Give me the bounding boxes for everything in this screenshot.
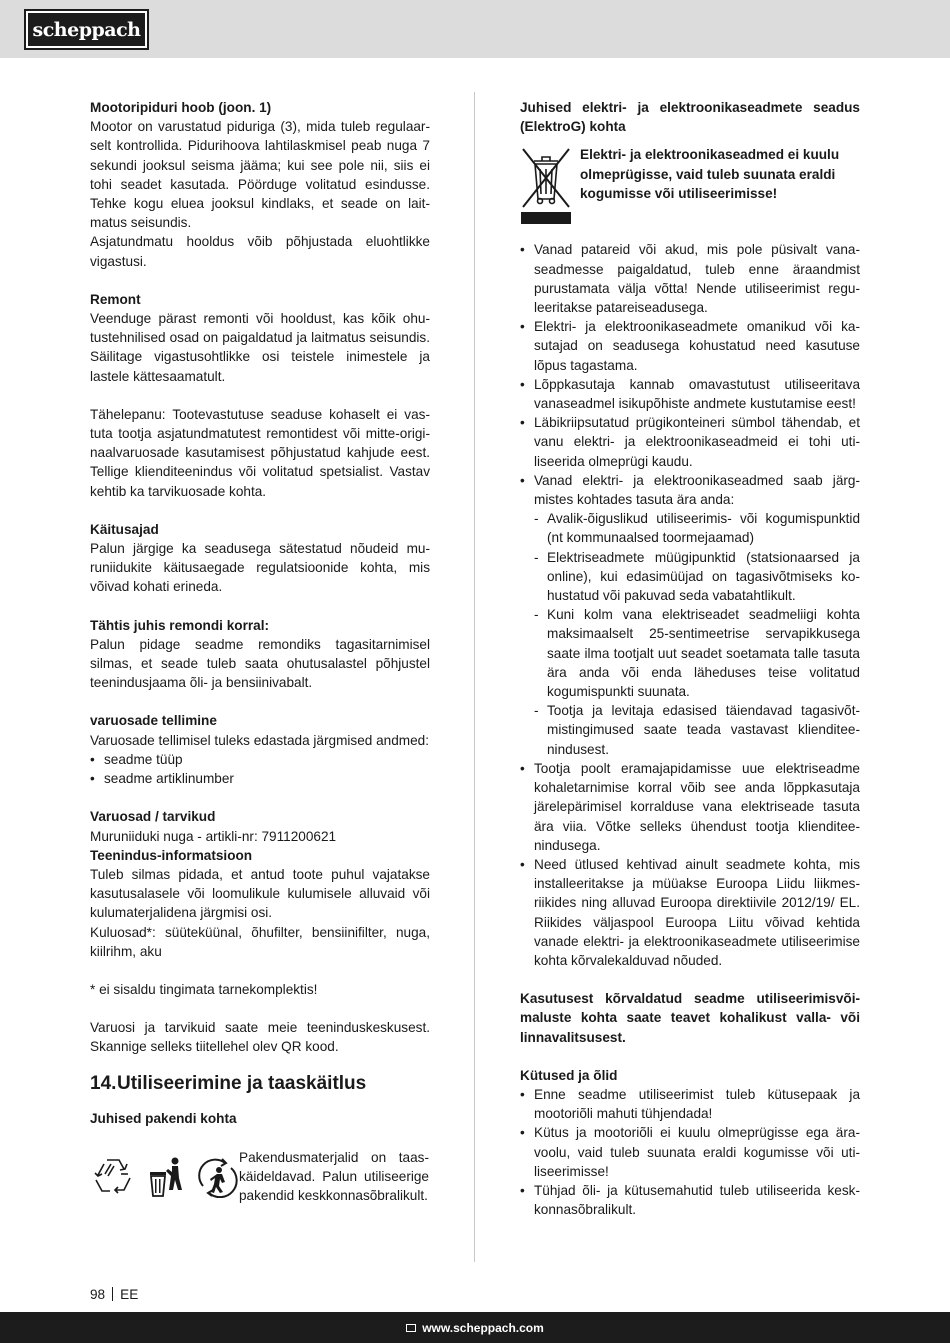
wear-parts-paragraph: Kuluosad*: süüteküünal, õhufilter, bensiinifilter, nuga, kiilrihm, aku — [90, 924, 430, 959]
section-heading — [90, 1072, 430, 1096]
parts-article-number: Muruniiduki nuga - artikli-nr: 7911200621 — [90, 828, 337, 844]
weee-bullet-list — [520, 240, 860, 509]
list-item: - Tootja ja levitaja edasised täiendavad tagasivõtmistingimused saate teada vastavast klienditeenindusest. — [520, 701, 860, 759]
list-item: • seadme tüüp — [90, 750, 430, 769]
list-item: • Läbikriipsutatud prügikonteineri sümbol tähendab, et vanu elektri- ja elektroonikaseadmeid ei tohi utiliseerida olmeprügi kaudu. — [520, 413, 860, 471]
spare-order-list — [90, 750, 430, 788]
list-item: - Kuni kolm vana elektriseadet seadmeliigi kohta maksimaalselt 25-sentimeetrise servapikkusega saate ilma tootjalt uut seadet soetamata talle tasuta ära anda või enda läheduses teise volitatud kogumispunkti suunata. — [520, 605, 860, 701]
spare-order-paragraph: Varuosade tellimisel tuleks edastada järgmised andmed: — [90, 732, 430, 748]
service-info-heading: Teenindus-informatsioon — [90, 847, 253, 863]
list-item: • Tootja poolt eramajapidamisse uue elektriseadme kohaletarnimise korral võib see anda lõppkasutaja järelepärimisel korralduse vana elektriseade tasuta ära viia. Võtke selleks ühendust tootja klienditeenindusega. — [520, 759, 860, 855]
list-item: • Vanad elektri- ja elektroonikaseadmed saab järgmistes kohtades tasuta ära anda: — [520, 471, 860, 509]
list-item: • Enne seadme utiliseerimist tuleb kütusepaak ja mootoriõli mahuti tühjendada! — [520, 1085, 860, 1123]
municipal-info: Kasutusest kõrvaldatud seadme utiliseerimisvõimaluste kohta saate teavet kohalikust valla- või linnavalitsusest. — [520, 991, 860, 1045]
list-item: • seadme artiklinumber — [90, 769, 430, 788]
waste-bin-person-icon — [147, 1156, 185, 1198]
bottom-bar — [0, 1312, 950, 1343]
packaging-paragraph: Pakendusmaterjalid on taaskäideldavad. Palun utiliseerige pakendid keskkonnasõbralikult. — [239, 1149, 429, 1204]
page-number: 98 — [90, 1287, 106, 1302]
list-item: • Need ütlused kehtivad ainult seadmete kohta, mis installeeritakse ja müüakse Euroopa Liidu liikmesriikides ning alluvad Euroopa direktiivile 2012/19/ EL. Riikides väljaspool Euroopa Liitu võivad kehtida vanade elektri- ja elektroonikaseadmete utiliseerimise kohta kõrvalekalduvad nõuded. — [520, 855, 860, 970]
list-item: • Lõppkasutaja kannab omavastutust utiliseeritava vanaseadmel isikupõhiste andmete kustutamise eest! — [520, 375, 860, 413]
scheppach-logo: scheppach — [24, 9, 149, 50]
recycling-person-icon — [195, 1156, 239, 1198]
service-info-paragraph: Tuleb silmas pidada, et antud toote puhul vajatakse kasutusalasele või loomulikule kulumisele alluvaid või kulumaterjalidena järgmisi osi. — [90, 866, 430, 921]
brake-warning: Asjatundmatu hooldus võib põhjustada eluohtlikke vigastusi. — [90, 234, 430, 269]
packaging-icons — [90, 1148, 239, 1198]
packaging-heading: Juhised pakendi kohta — [90, 1110, 237, 1126]
section-title: Utiliseerimine ja taaskäitlus — [117, 1072, 367, 1094]
section-number: 14. — [90, 1072, 117, 1094]
repair-paragraph: Veenduge pärast remonti või hooldust, kas kõik ohutustehnilised osad on paigaldatud ja laitmatus seisundis. Säilitage vigastusohtlikke osi teistele inimestele ja lastele kättesaamatult. — [90, 311, 430, 384]
repair-note-heading: Tähtis juhis remondi korral: — [90, 617, 270, 633]
recycle-icon — [90, 1156, 136, 1198]
fuels-list — [520, 1085, 860, 1219]
page-footer — [90, 1287, 138, 1302]
parts-heading: Varuosad / tarvikud — [90, 809, 216, 825]
brake-paragraph: Mootor on varustatud piduriga (3), mida tuleb regulaarselt kontrollida. Pidurihoova lahtilaskmisel peab nuga 7 sekundi jooksul seisma jääma; kui see pole nii, siis ei tohi seadet kasutada. Pöörduge volitatud esindusse. Tehke kogu eluea jooksul kindlaks, et seade on laitmatus seisundis. — [90, 119, 430, 231]
collection-points-list — [520, 509, 860, 759]
repair-note-paragraph: Palun pidage seadme remondiks tagasitarnimisel silmas, et seade tuleb saata ohutusalastel põhjustel teenindusjaama õli- ja bensiinivabalt. — [90, 636, 430, 691]
language-code: EE — [120, 1287, 139, 1302]
crossed-out-bin-icon — [520, 145, 572, 225]
weee-notice-block — [520, 145, 860, 225]
right-column — [520, 98, 860, 1219]
website-link[interactable]: www.scheppach.com — [422, 1320, 544, 1335]
repair-heading: Remont — [90, 291, 141, 307]
fuels-heading: Kütused ja õlid — [520, 1067, 618, 1083]
weee-heading: Juhised elektri- ja elektroonikaseadmete seadus (ElektroG) kohta — [520, 100, 860, 135]
footer-separator — [112, 1287, 113, 1301]
operating-hours-paragraph: Palun järgige ka seadusega sätestatud nõudeid muruniidukite käitusaegade regulatsioonide kohta, mis võivad kohati erineda. — [90, 541, 430, 595]
footnote: * ei sisaldu tingimata tarnekomplektis! — [90, 981, 318, 997]
weee-notice-text: Elektri- ja elektroonikaseadmed ei kuulu olmeprügisse, vaid tuleb suunata eraldi kogumisse või utiliseerimisse! — [580, 147, 840, 201]
list-item: • Kütus ja mootoriõli ei kuulu olmeprügisse ega äravoolu, vaid tuleb suunata eraldi kogumisse või utiliseerimisse! — [520, 1123, 860, 1181]
weee-bullet-list-2 — [520, 759, 860, 970]
liability-notice: Tähelepanu: Tootevastutuse seaduse kohaselt ei vastuta tootja asjatundmatutest remontidest või mitte-originaalvaruosade kasutamisest põhjustatud kahjude eest. Tellige klienditeenindus või volitatud spetsialist. Vastav kehtib ka tarvikuosade kohta. — [90, 406, 430, 499]
list-item: - Avalik-õiguslikud utiliseerimis- või kogumispunktid (nt kommunaalsed toormejaamad) — [520, 509, 860, 547]
brake-heading: Mootoripiduri hoob (joon. 1) — [90, 100, 272, 115]
operating-hours-heading: Käitusajad — [90, 521, 159, 537]
packaging-block — [90, 1148, 430, 1206]
spare-order-heading: varuosade tellimine — [90, 713, 217, 729]
list-item: • Elektri- ja elektroonikaseadmete omanikud või kasutajad on seadusega kohustatud need kasutuse lõpus tagastama. — [520, 317, 860, 375]
list-item: • Tühjad õli- ja kütusemahutid tuleb utiliseerida keskkonnasõbralikult. — [520, 1181, 860, 1219]
left-column — [90, 98, 430, 1205]
top-header-bar — [0, 0, 950, 58]
parts-service-paragraph: Varuosi ja tarvikuid saate meie teeninduskeskusest. Skannige selleks tiitellehel olev QR kood. — [90, 1020, 430, 1055]
list-item: - Elektriseadmete müügipunktid (statsionaarsed ja online), kui edasimüüjad on tagasivõtmiseks kohustatud või pakuvad seda vabatahtlikult. — [520, 548, 860, 606]
list-item: • Vanad patareid või akud, mis pole püsivalt vanaseadmesse paigaldatud, tuleb enne äraandmist purustamata välja võtta! Nende utiliseerimist reguleeritakse patareiseadusega. — [520, 240, 860, 317]
computer-icon — [406, 1324, 416, 1332]
column-divider — [474, 92, 475, 1262]
